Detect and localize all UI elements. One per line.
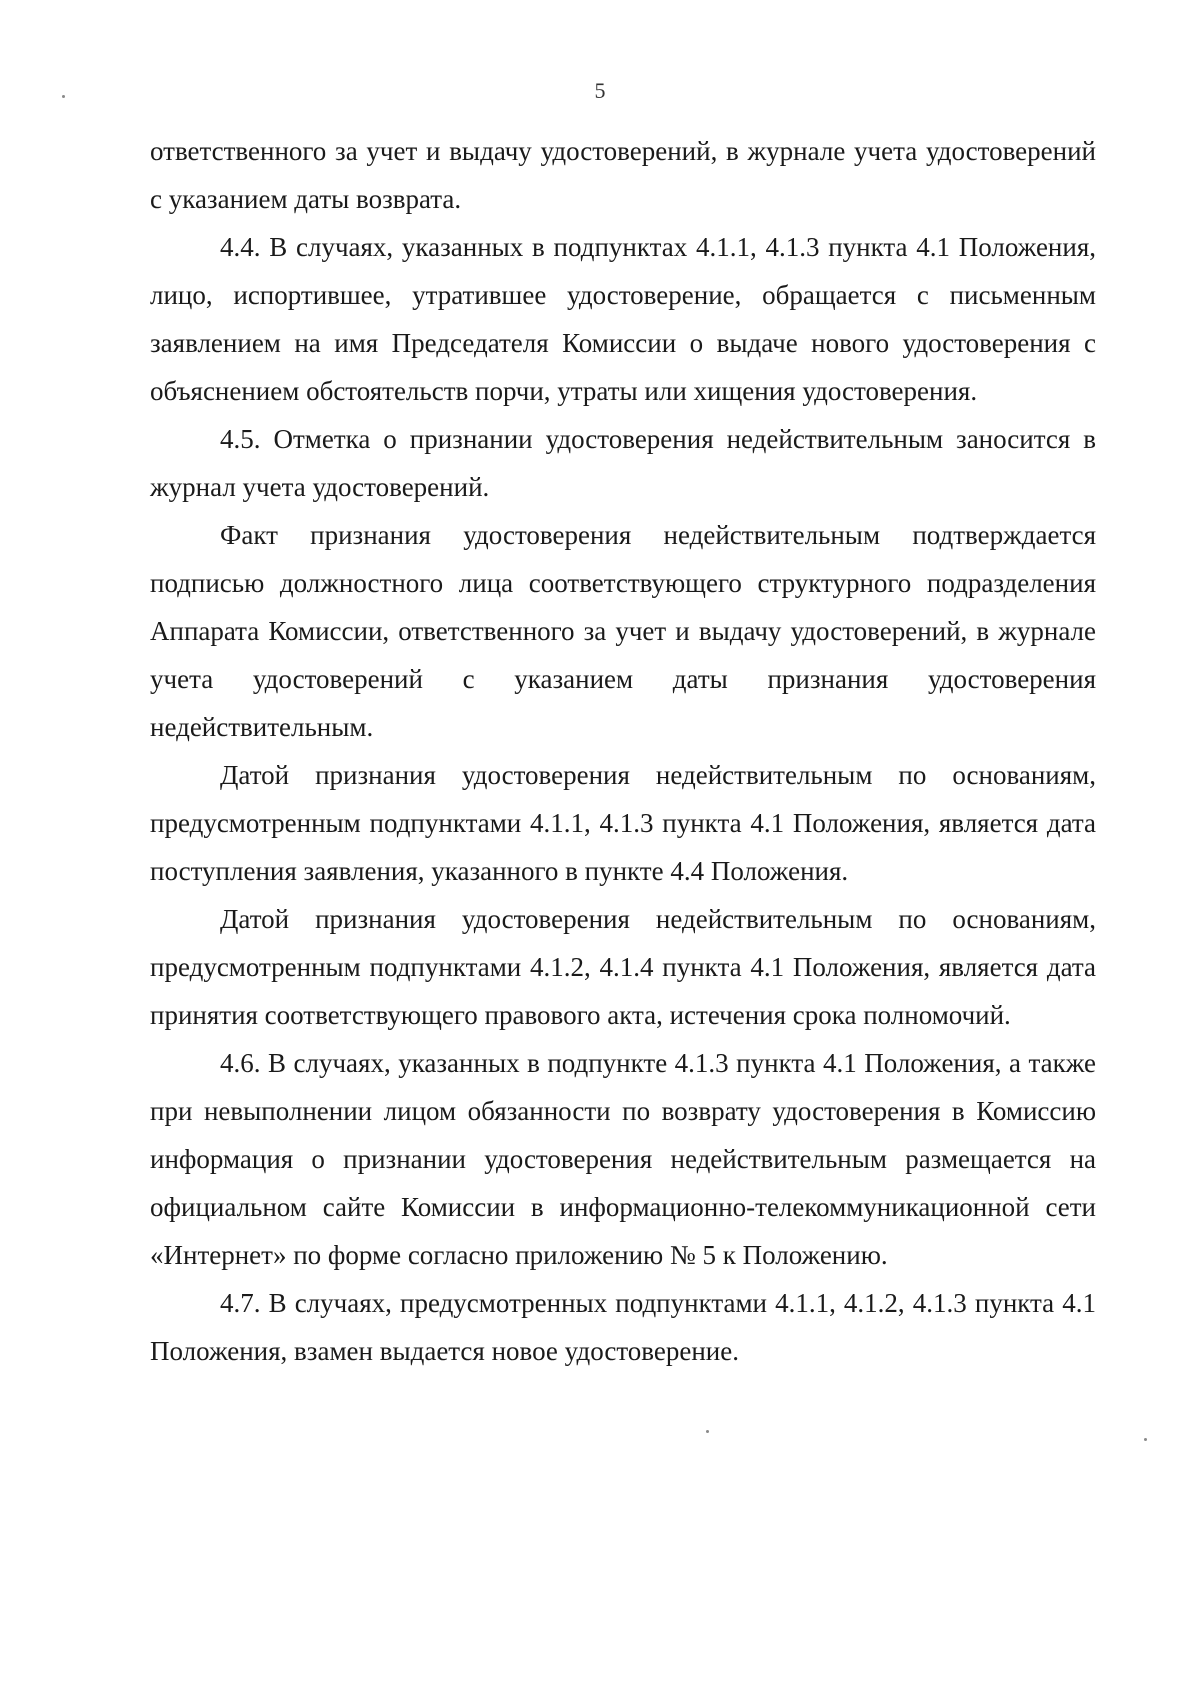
paragraph-4-4: 4.4. В случаях, указанных в подпунктах 4.1.1, 4.1.3 пункта 4.1 Положения, лицо, испортившее, утратившее удостоверение, обращается с письменным заявлением на имя Председателя Комиссии о выдаче нового удостоверения с объяснением обстоятельств порчи, утраты или хищения удостоверения. [150,232,1096,406]
page-number: 5 [594,78,606,103]
paragraph-continuation: ответственного за учет и выдачу удостоверений, в журнале учета удостоверений с указанием даты возврата. [150,136,1096,214]
paragraph-4-5: 4.5. Отметка о признании удостоверения недействительным заносится в журнал учета удостоверений. [150,424,1096,502]
document-body [150,127,1096,1375]
paragraph-4-7: 4.7. В случаях, предусмотренных подпунктами 4.1.1, 4.1.2, 4.1.3 пункта 4.1 Положения, взамен выдается новое удостоверение. [150,1288,1096,1366]
paragraph-4-5-date-1: Датой признания удостоверения недействительным по основаниям, предусмотренным подпунктами 4.1.1, 4.1.3 пункта 4.1 Положения, является дата поступления заявления, указанного в пункте 4.4 Положения. [150,760,1096,886]
paragraph-4-5-fact: Факт признания удостоверения недействительным подтверждается подписью должностного лица соответствующего структурного подразделения Аппарата Комиссии, ответственного за учет и выдачу удостоверений, в журнале учета удостоверений с указанием даты признания удостоверения недействительным. [150,520,1096,742]
scan-speck [706,1430,709,1433]
scan-speck [1144,1438,1147,1441]
scan-speck [62,95,65,98]
paragraph-4-5-date-2: Датой признания удостоверения недействительным по основаниям, предусмотренным подпунктами 4.1.2, 4.1.4 пункта 4.1 Положения, является дата принятия соответствующего правового акта, истечения срока полномочий. [150,904,1096,1030]
paragraph-4-6: 4.6. В случаях, указанных в подпункте 4.1.3 пункта 4.1 Положения, а также при невыполнении лицом обязанности по возврату удостоверения в Комиссию информация о признании удостоверения недействительным размещается на официальном сайте Комиссии в информационно-телекоммуникационной сети «Интернет» по форме согласно приложению № 5 к Положению. [150,1048,1096,1270]
